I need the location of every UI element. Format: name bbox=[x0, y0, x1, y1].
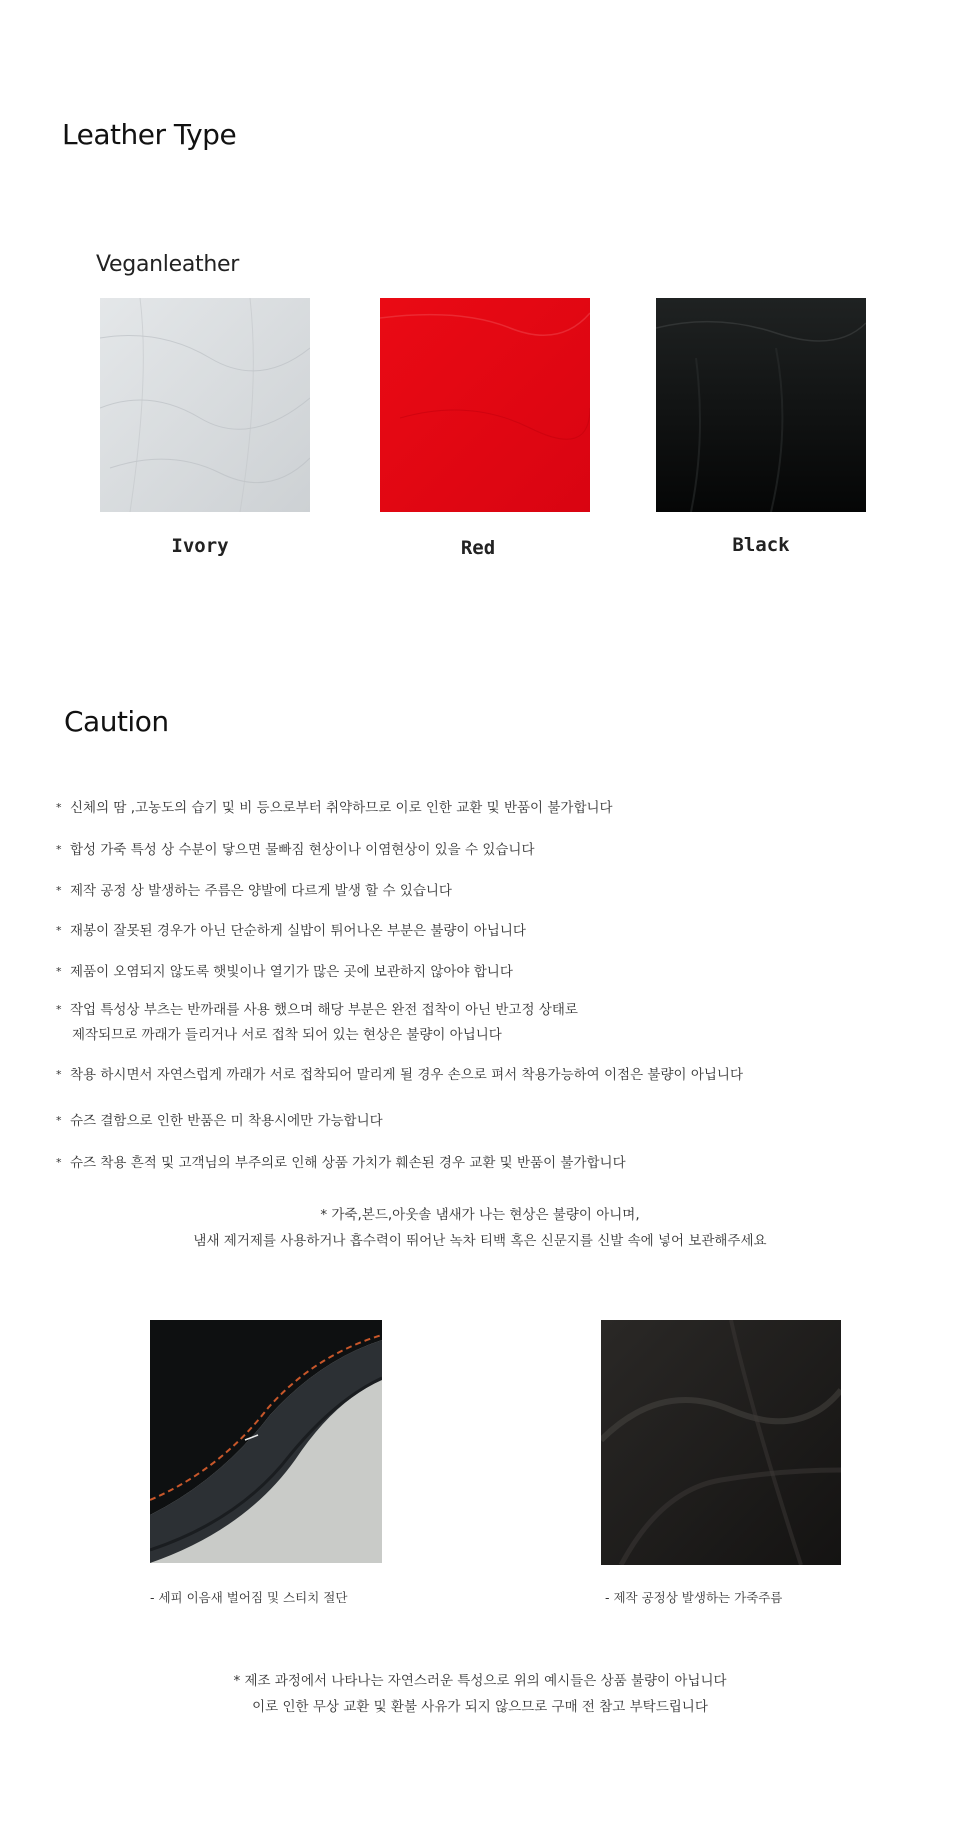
swatch-label-red: Red bbox=[460, 537, 496, 559]
leather-type-title: Leather Type bbox=[62, 118, 237, 151]
footer-note: * 제조 과정에서 나타나는 자연스러운 특성으로 위의 예시들은 상품 불량이 아닙니다 이로 인한 무상 교환 및 환불 사유가 되지 않으므로 구매 전 참고 부탁드립니다 bbox=[233, 1673, 727, 1715]
caution-item: * 재봉이 잘못된 경우가 아닌 단순하게 실밥이 튀어나온 부분은 불량이 아닙니다 bbox=[56, 918, 526, 944]
example-caption-wrinkle: - 제작 공정상 발생하는 가죽주름 bbox=[605, 1590, 783, 1605]
swatch-label-ivory: Ivory bbox=[171, 535, 229, 557]
caution-item: * 작업 특성상 부츠는 반까래를 사용 했으며 해당 부분은 완전 접착이 아닌 반고정 상태로 제작되므로 까래가 들리거나 서로 접착 되어 있는 현상은 불량이 아닙니다 bbox=[56, 997, 578, 1048]
caution-title: Caution bbox=[64, 705, 169, 738]
asterisk-icon: * bbox=[56, 1003, 62, 1016]
caution-item: * 신체의 땀 ,고농도의 습기 및 비 등으로부터 취약하므로 이로 인한 교환 및 반품이 불가합니다 bbox=[56, 795, 613, 821]
asterisk-icon: * bbox=[56, 924, 62, 937]
swatch-label-black: Black bbox=[732, 534, 790, 556]
asterisk-icon: * bbox=[56, 965, 62, 978]
asterisk-icon: * bbox=[56, 1068, 62, 1081]
vegan-leather-subtitle: Veganleather bbox=[96, 252, 239, 277]
asterisk-icon: * bbox=[56, 1156, 62, 1169]
caution-item: * 제품이 오염되지 않도록 햇빛이나 열기가 많은 곳에 보관하지 않아야 합니다 bbox=[56, 959, 513, 985]
caution-item: * 제작 공정 상 발생하는 주름은 양발에 다르게 발생 할 수 있습니다 bbox=[56, 878, 452, 904]
example-photo-stitch bbox=[150, 1320, 382, 1563]
asterisk-icon: * bbox=[56, 843, 62, 856]
swatch-red bbox=[380, 298, 590, 512]
caution-item: * 슈즈 착용 흔적 및 고객님의 부주의로 인해 상품 가치가 훼손된 경우 교환 및 반품이 불가합니다 bbox=[56, 1150, 626, 1176]
asterisk-icon: * bbox=[56, 801, 62, 814]
caution-item: * 합성 가죽 특성 상 수분이 닿으면 물빠짐 현상이나 이염현상이 있을 수 있습니다 bbox=[56, 837, 535, 863]
swatch-black bbox=[656, 298, 866, 512]
asterisk-icon: * bbox=[56, 1114, 62, 1127]
example-photo-wrinkle bbox=[601, 1320, 841, 1565]
swatch-ivory bbox=[100, 298, 310, 512]
smell-note: * 가죽,본드,아웃솔 냄새가 나는 현상은 불량이 아니며, 냄새 제거제를 사용하거나 흡수력이 뛰어난 녹차 티백 혹은 신문지를 신발 속에 넣어 보관해주세요 bbox=[193, 1207, 767, 1249]
caution-item: * 슈즈 결함으로 인한 반품은 미 착용시에만 가능합니다 bbox=[56, 1108, 383, 1134]
asterisk-icon: * bbox=[56, 884, 62, 897]
caution-item: * 착용 하시면서 자연스럽게 까래가 서로 접착되어 말리게 될 경우 손으로 펴서 착용가능하여 이점은 불량이 아닙니다 bbox=[56, 1062, 743, 1088]
example-caption-stitch: - 세피 이음새 벌어짐 및 스티치 절단 bbox=[150, 1590, 348, 1605]
